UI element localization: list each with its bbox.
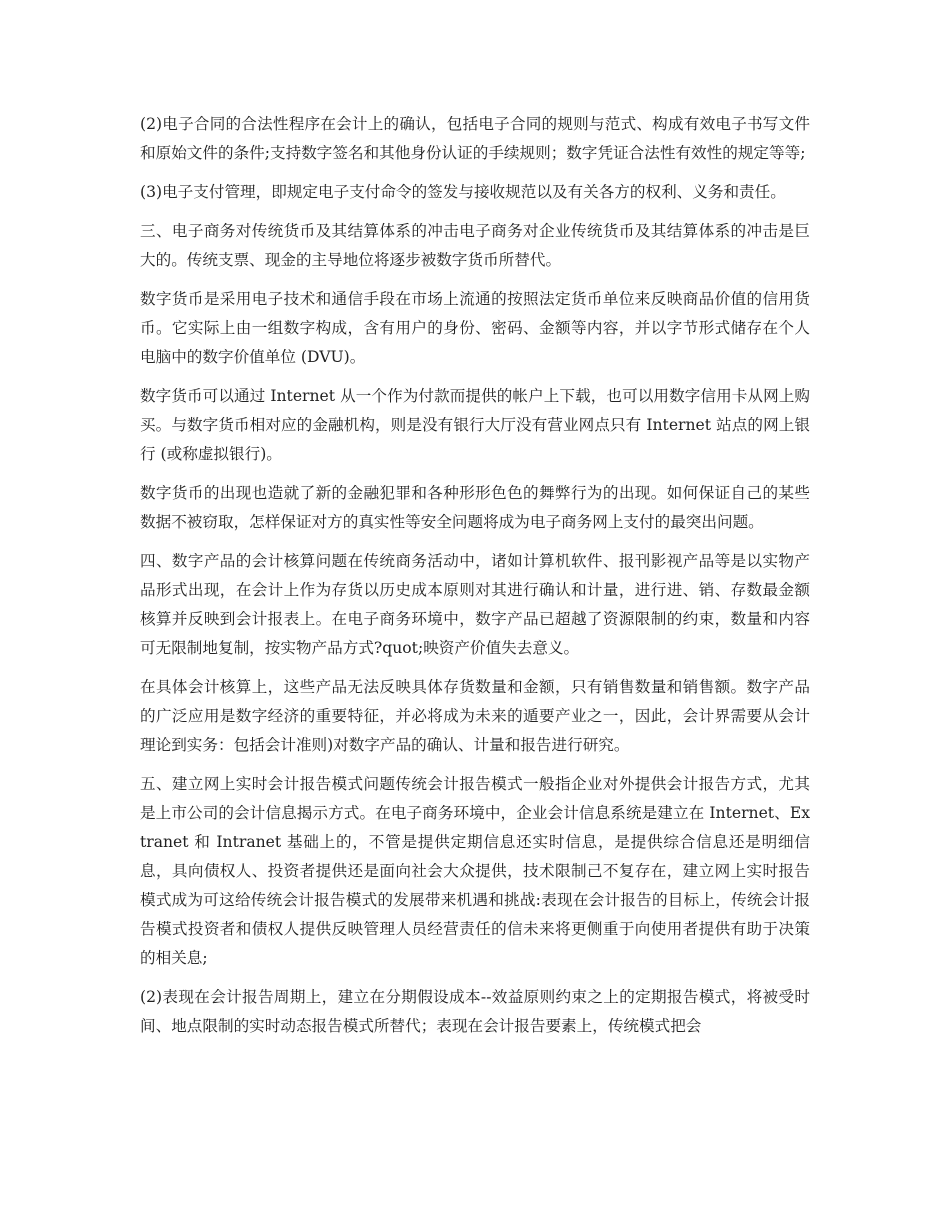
paragraph-electronic-contract: (2)电子合同的合法性程序在会计上的确认，包括电子合同的规则与范式、构成有效电子书写文件和原始文件的条件;支持数字签名和其他身份认证的手续规则；数字凭证合法性有效性的规定等等;: [140, 115, 810, 162]
paragraph-financial-crime: 数字货币的出现也造就了新的金融犯罪和各种形形色色的舞弊行为的出现。如何保证自己的某些数据不被窃取，怎样保证对方的真实性等安全问题将成为电子商务网上支付的最突出问题。: [140, 484, 810, 531]
paragraph-electronic-payment: (3)电子支付管理，即规定电子支付命令的签发与接收规范以及有关各方的权利、义务和责任。: [140, 183, 786, 201]
paragraph-section-three: 三、电子商务对传统货币及其结算体系的冲击电子商务对企业传统货币及其结算体系的冲击是巨大的。传统支票、现金的主导地位将逐步被数字货币所替代。: [140, 222, 810, 269]
paragraph-reporting-period: (2)表现在会计报告周期上，建立在分期假设成本--效益原则约束之上的定期报告模式，将被受时间、地点限制的实时动态报告模式所替代；表现在会计报告要素上，传统模式把会: [140, 988, 810, 1035]
paragraph-digital-currency-download: 数字货币可以通过 Internet 从一个作为付款而提供的帐户上下载，也可以用数字信用卡从网上购买。与数字货币相对应的金融机构，则是没有银行大厅没有营业网点只有 Internet 站点的网上银行 (或称虚拟银行)。: [140, 387, 810, 463]
paragraph-accounting-practice: 在具体会计核算上，这些产品无法反映具体存货数量和金额，只有销售数量和销售额。数字产品的广泛应用是数字经济的重要特征，并必将成为未来的遁要产业之一，因此，会计界需要从会计理论到实务：包括会计准则)对数字产品的确认、计量和报告进行研究。: [140, 678, 810, 754]
paragraph-section-four: 四、数字产品的会计核算问题在传统商务活动中，诸如计算机软件、报刊影视产品等是以实物产品形式出现，在会计上作为存货以历史成本原则对其进行确认和计量，进行进、销、存数最金额核算并反映到会计报表上。在电子商务环境中，数字产品已超越了资源限制的约束，数量和内容可无限制地复制，按实物产品方式?quot;映资产价值失去意义。: [140, 552, 810, 657]
paragraph-digital-currency-definition: 数字货币是采用电子技术和通信手段在市场上流通的按照法定货币单位来反映商品价值的信用货币。它实际上由一组数字构成，含有用户的身份、密码、金额等内容，并以字节形式储存在个人电脑中的数字价值单位 (DVU)。: [140, 290, 810, 366]
document-body: [140, 110, 810, 1051]
paragraph-section-five: 五、建立网上实时会计报告模式问题传统会计报告模式一般指企业对外提供会计报告方式，尤其是上市公司的会计信息揭示方式。在电子商务环境中，企业会计信息系统是建立在 Internet、Extranet 和 Intranet 基础上的，不管是提供定期信息还实时信息，是提供综合信息还是明细信息，具向债权人、投资者提供还是面向社会大众提供，技术限制己不复存在，建立网上实时报告模式成为可这给传统会计报告模式的发展带来机遇和挑战:表现在会计报告的目标上，传统会计报告模式投资者和债权人提供反映管理人员经营责任的信未来将更侧重于向使用者提供有助于决策的相关息;: [140, 775, 810, 967]
